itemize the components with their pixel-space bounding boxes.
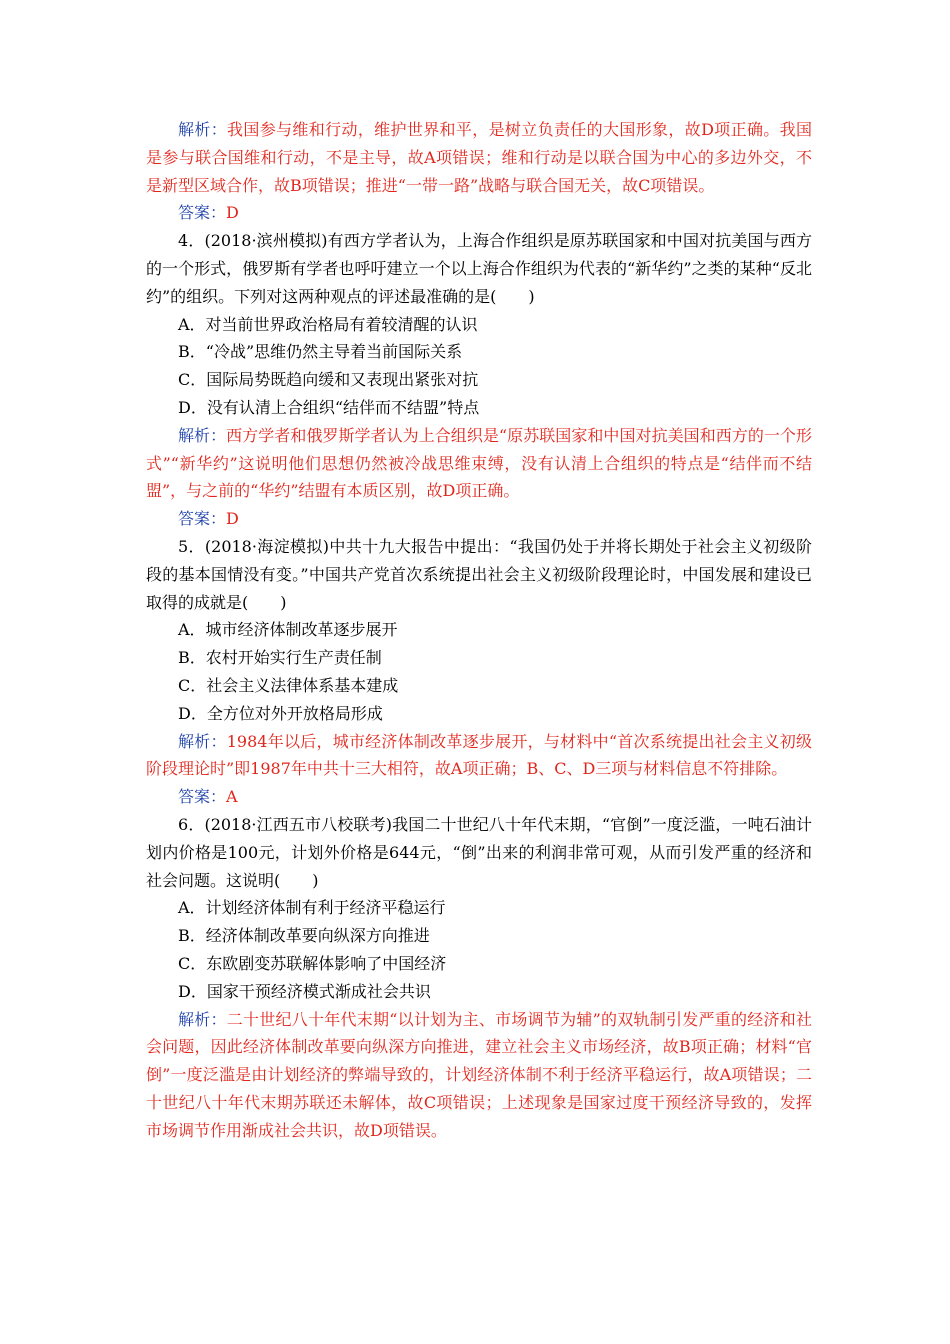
option-c: C．东欧剧变苏联解体影响了中国经济 — [178, 953, 447, 973]
option-a: A．对当前世界政治格局有着较清醒的认识 — [178, 314, 478, 334]
option-b: B．“冷战”思维仍然主导着当前国际关系 — [178, 342, 463, 362]
analysis-text: 1984年以后，城市经济体制改革逐步展开，与材料中“首次系统提出社会主义初级阶段理论时”即1987年中共十三大相符，故A项正确；B、C、D三项与材料信息不符排除。 — [146, 731, 812, 779]
analysis-paragraph — [146, 1006, 812, 1145]
analysis-label: 解析： — [178, 120, 228, 139]
analysis-label: 解析： — [178, 425, 227, 445]
analysis-text: 我国参与维和行动，维护世界和平，是树立负责任的大国形象，故D项正确。我国是参与联合国维和行动，不是主导，故A项错误；维和行动是以联合国为中心的多边外交，不是新型区域合作，故B项错误；推进“一带一路”战略与联合国无关，故C项错误。 — [146, 120, 812, 195]
answer-line — [146, 783, 812, 811]
analysis-label: 解析： — [178, 731, 227, 751]
answer-line — [146, 505, 812, 533]
option-c: C．国际局势既趋向缓和又表现出紧张对抗 — [178, 370, 479, 390]
option-b: B．经济体制改革要向纵深方向推进 — [178, 926, 430, 946]
question-5: 5．(2018·海淀模拟)中共十九大报告中提出：“我国仍处于并将长期处于社会主义初级阶段的基本国情没有变。”中国共产党首次系统提出社会主义初级阶段理论时，中国发展和建设已取得的成就是( ) — [146, 536, 812, 612]
document-page — [146, 116, 812, 1144]
answer-label: 答案： — [178, 509, 227, 529]
option-b: B．农村开始实行生产责任制 — [178, 648, 382, 668]
option-a: A．计划经济体制有利于经济平稳运行 — [178, 898, 446, 918]
option-d: D．全方位对外开放格局形成 — [178, 703, 383, 723]
answer-line — [146, 199, 812, 227]
analysis-text: 二十世纪八十年代末期“以计划为主、市场调节为辅”的双轨制引发严重的经济和社会问题，因此经济体制改革要向纵深方向推进，建立社会主义市场经济，故B项正确；材料“官倒”一度泛滥是由计划经济的弊端导致的，计划经济体制不利于经济平稳运行，故A项错误；二十世纪八十年代末期苏联还未解体，故C项错误；上述现象是国家过度干预经济导致的，发挥市场调节作用渐成社会共识，故D项错误。 — [146, 1009, 812, 1140]
answer-value: D — [226, 203, 239, 223]
answer-label: 答案： — [178, 787, 227, 807]
question-6: 6．(2018·江西五市八校联考)我国二十世纪八十年代末期，“官倒”一度泛滥，一吨石油计划内价格是100元，计划外价格是644元，“倒”出来的利润非常可观，从而引发严重的经济和社会问题。这说明( ) — [146, 814, 812, 890]
option-a: A．城市经济体制改革逐步展开 — [178, 620, 398, 640]
analysis-paragraph — [146, 422, 812, 505]
option-d: D．国家干预经济模式渐成社会共识 — [178, 981, 431, 1001]
option-d: D．没有认清上合组织“结伴而不结盟”特点 — [178, 397, 480, 417]
answer-value: A — [226, 787, 238, 807]
question-4: 4．(2018·滨州模拟)有西方学者认为，上海合作组织是原苏联国家和中国对抗美国与西方的一个形式，俄罗斯有学者也呼吁建立一个以上海合作组织为代表的“新华约”之类的某种“反北约”的组织。下列对这两种观点的评述最准确的是( ) — [146, 231, 812, 306]
answer-label: 答案： — [178, 203, 227, 223]
analysis-paragraph — [146, 728, 812, 784]
option-c: C．社会主义法律体系基本建成 — [178, 675, 399, 695]
analysis-text: 西方学者和俄罗斯学者认为上合组织是“原苏联国家和中国对抗美国和西方的一个形式”“新华约”这说明他们思想仍然被冷战思维束缚，没有认清上合组织的特点是“结伴而不结盟”，与之前的“华约”结盟有本质区别，故D项正确。 — [146, 425, 812, 501]
analysis-label: 解析： — [178, 1009, 227, 1029]
answer-value: D — [226, 509, 239, 529]
analysis-paragraph — [146, 116, 812, 199]
